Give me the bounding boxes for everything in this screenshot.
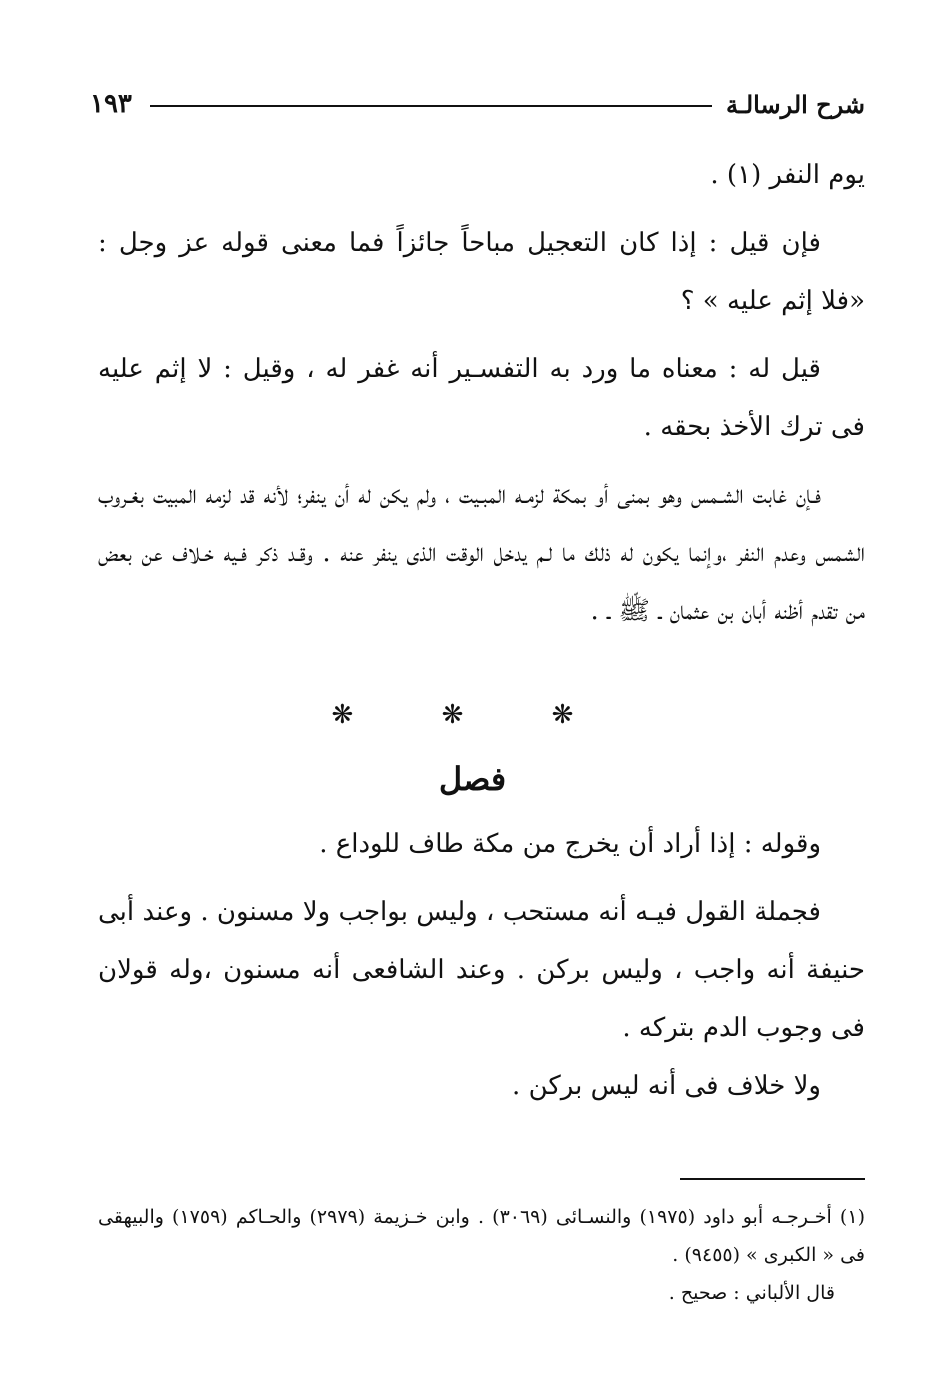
main-text-bottom xyxy=(98,815,865,1115)
paragraph: يوم النفر (١) . xyxy=(710,160,865,190)
paragraph: فجملة القول فيـه أنه مستحب ، وليس بواجب ولا مسنون . وعند أبى حنيفة أنه واجب ، وليس بركن . وعند الشافعى أنه مسنون ،وله قولان فى وجوب الدم بتركه . xyxy=(98,897,865,1043)
footnotes xyxy=(98,1198,865,1312)
page-header xyxy=(90,80,865,128)
paragraph: قيل له : معناه ما ورد به التفسـير أنه غفر له ، وقيل : لا إثم عليه فى ترك الأخذ بحقه . xyxy=(98,354,865,442)
section-heading: فصل xyxy=(438,760,507,798)
main-text-top xyxy=(98,146,865,640)
paragraph: فـإن غابت الشـمس وهو بمنى أو بمكة لزمـه المبـيت ، ولم يكن له أن ينفر؛ لأنه قد لزمه المبيت بغـروب الشمس وعدم النفر ،وإنما يكون له ذلك ما لـم يدخل الوقت الذى ينفر عنه . وقـد ذكر فـيه خـلاف عن بعض من تقدم أظنه أبان بن عثمان ـ ﷺ ـ . xyxy=(98,480,865,626)
page-number: ١٩٣ xyxy=(90,89,132,119)
header-rule xyxy=(150,105,712,107)
section-separator: ❋ ❋ ❋ xyxy=(331,700,614,730)
paragraph: ولا خلاف فى أنه ليس بركن . xyxy=(512,1071,821,1101)
paragraph: فإن قيل : إذا كان التعجيل مباحاً جائزاً فما معنى قوله عز وجل : «فلا إثم عليه » ؟ xyxy=(98,228,865,316)
footnote: قال الألباني : صحيح . xyxy=(668,1282,835,1304)
running-title: شرح الرسالـة xyxy=(725,89,865,119)
footnote-rule xyxy=(680,1178,865,1180)
footnote: (١) أخـرجـه أبو داود (١٩٧٥) والنسـائى (٣٠٦٩) . وابن خـزيمة (٢٩٧٩) والحـاكم (١٧٥٩) والبيهقى فى « الكبرى » (٩٤٥٥) . xyxy=(98,1206,865,1266)
paragraph: وقوله : إذا أراد أن يخرج من مكة طاف للوداع . xyxy=(319,829,821,859)
